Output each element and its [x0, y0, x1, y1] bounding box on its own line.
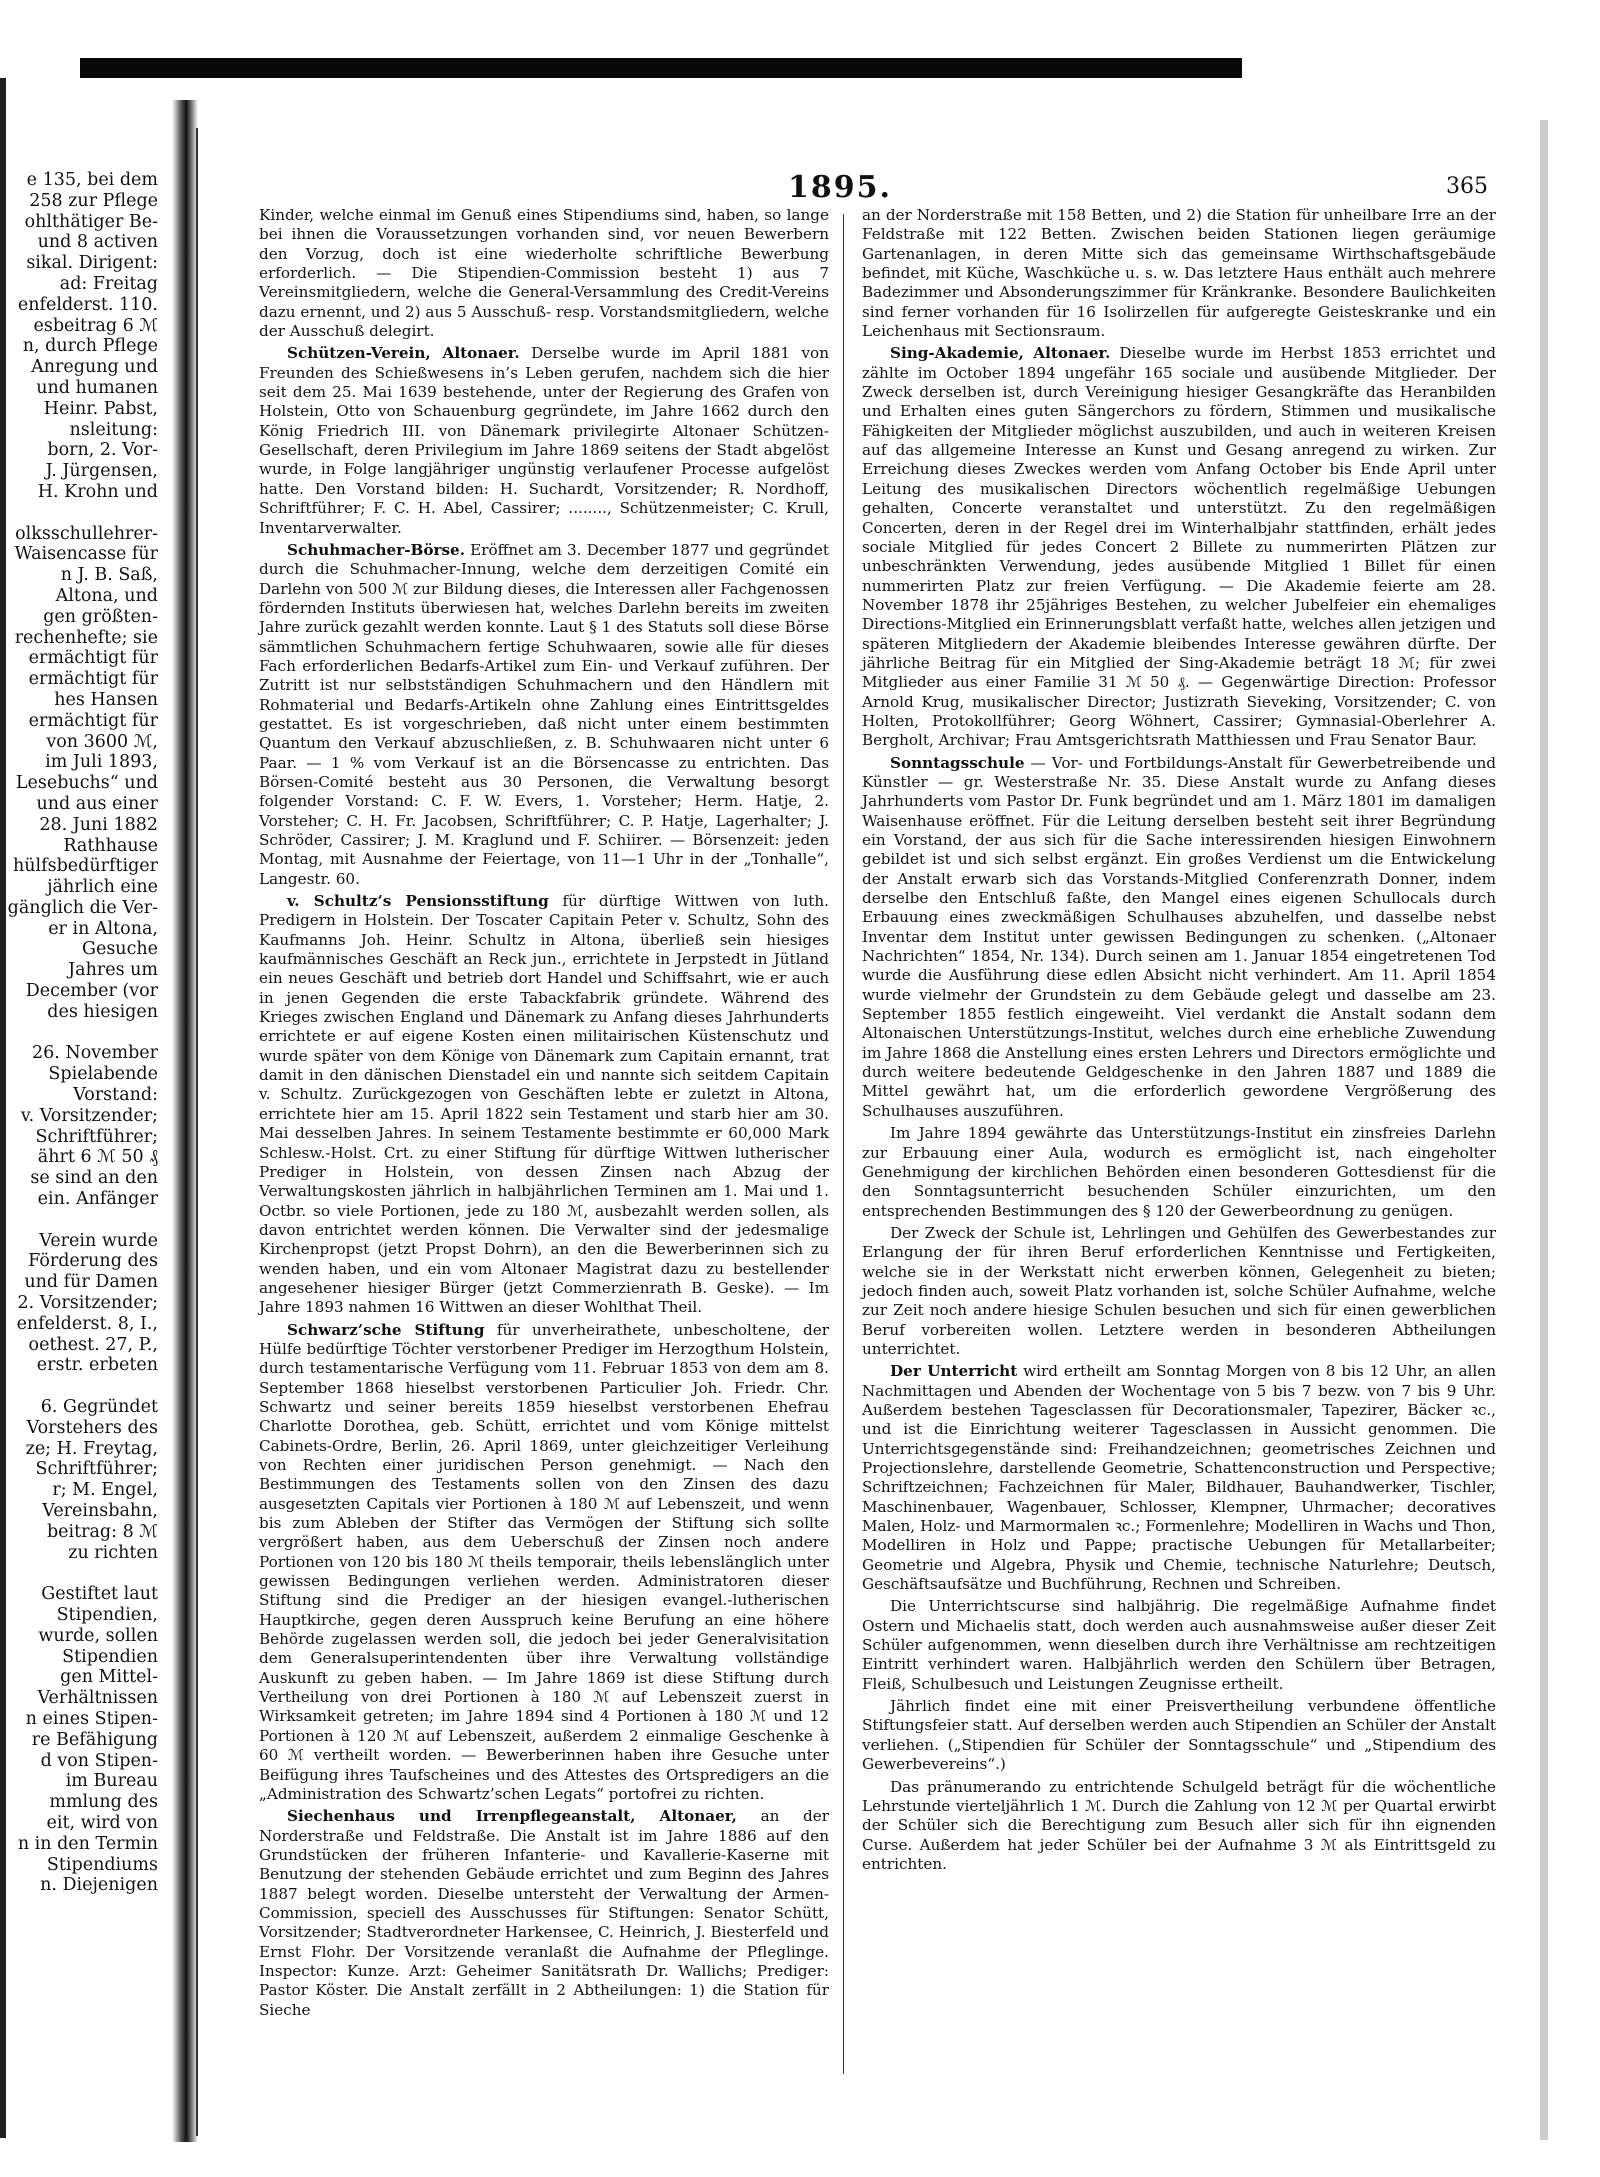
fragment-line: n J. B. Saß,: [60, 565, 158, 586]
article-paragraph: Sing-Akademie, Altonaer. Dieselbe wurde im Herbst 1853 errichtet und zählte im October 1894 ungefähr 165 sociale und ausübende Mitglieder. Der Zweck derselben ist, durch Vereinigung hiesiger Gesangkräfte das Heranbilden und Erhalten eines guten Sängerchors zu fördern, Stimmen und musikalische Fähigkeiten der Mitglieder möglichst auszubilden, und auch in weiteren Kreisen auf das allgemeine Interesse an Kunst und Gesang anregend zu wirken. Zur Erreichung dieses Zweckes werden vom Anfang October bis Ende April unter Leitung des musikalischen Directors wöchentlich regelmäßige Uebungen gehalten, Concerte veranstaltet und unterstützt. Zu den regelmäßigen Concerten, deren in der Regel drei im Winterhalbjahr stattfinden, erhält jedes sociale Mitglied für jedes Concert 2 Billete zu nummerirten Plätzen zur unbeschränkten Verwendung, jedes ausübende Mitglied 1 Billet für einen nummerirten Platz zur freien Verfügung. — Die Akademie feierte am 28. November 1878 ihr 25jähriges Bestehen, zu welcher Jubelfeier ein ehemaliges Directions-Mitglied ein Erinnerungsblatt verfaßt hatte, welches allen jetzigen und späteren Mitgliedern der Akademie bleibendes Interesse gewähren dürfte. Der jährliche Beitrag für ein Mitglied der Sing-Akademie beträgt 18 ℳ; für zwei Mitglieder aus einer Familie 31 ℳ 50 ₰. — Gegenwärtige Direction: Professor Arnold Krug, musikalischer Director; Justizrath Sieveking, Vorsitzender; C. von Holten, Protokollführer; Georg Wöhnert, Cassirer; Gymnasial-Oberlehrer A. Bergholt, Archivar; Frau Amtsgerichtsrath Matthiessen und Frau Senator Baur.: [862, 344, 1496, 750]
fragment-line: gen Mittel-: [60, 1667, 158, 1688]
fragment-line: ermächtigt für: [28, 648, 158, 669]
book-page: [196, 128, 1561, 2136]
article-paragraph: v. Schultz’s Pensionsstiftung für dürftige Wittwen von luth. Predigern in Holstein. Der Toscater Capitain Peter v. Schultz, Sohn des Kaufmanns Joh. Heinr. Schultz in Altona, überließ sein hiesiges kaufmännisches Geschäft an Reck jun., errichtete in Jerpstedt in Jütland ein neues Geschäft und betrieb dort Handel und Schiffsahrt, wie er auch in jenen Gegenden die erste Tabackfabrik gründete. Während des Krieges zwischen England und Dänemark zu Anfang dieses Jahrhunderts errichtete er auf eigene Kosten einen militairischen Küstenschutz und wurde später von dem Könige von Dänemark zum Capitain ernannt, trat damit in den dänischen Dienstadel ein und nannte sich seitdem Capitain v. Schultz. Zurückgezogen von Geschäften lebte er zuletzt in Altona, errichtete hier am 15. April 1822 sein Testament und starb hier am 30. Mai desselben Jahres. In seinem Testamente bestimmte er 60,000 Mark Schlesw.-Holst. Crt. zu einer Stiftung für dürftige Wittwen lutherischer Prediger in Holstein, von dessen Zinsen nach Abzug der Verwaltungskosten jährlich in halbjährlichen Terminen am 1. Mai und 1. Octbr. so viele Portionen, jede zu 180 ℳ, ausbezahlt werden sollen, als davon entrichtet werden können. Die Verwalter sind der jedesmalige Kirchenpropst (jetzt Propst Dohrn), an den die Bewerberinnen sich zu wenden haben, und ein vom Altonaer Magistrat dazu zu bestellender angesehener hiesiger Bürger (jetzt Commerzienrath B. Geske). — Im Jahre 1893 nahmen 16 Wittwen an dieser Wohlthat Theil.: [259, 892, 829, 1317]
fragment-line: jährlich eine: [47, 877, 158, 898]
article-paragraph: Die Unterrichtscurse sind halbjährig. Die regelmäßige Aufnahme findet Ostern und Michaelis statt, doch werden auch ausnahmsweise außer dieser Zeit Schüler aufgenommen, wenn dieselben durch ihre Verhältnisse am rechtzeitigen Eintritt verhindert waren. Halbjährlich werden den Schülern über Betragen, Fleiß, Schulbesuch und Leistungen Zeugnisse ertheilt.: [862, 1597, 1496, 1693]
fragment-line: ermächtigt für: [28, 669, 158, 690]
fragment-line: Gestiftet laut: [41, 1584, 158, 1605]
fragment-line: ein. Anfänger: [37, 1189, 158, 1210]
entry-heading: Sonntagsschule: [890, 753, 1025, 772]
entry-heading: Schuhmacher-Börse.: [287, 540, 465, 559]
entry-heading: Schwarz’sche Stiftung: [287, 1320, 485, 1339]
article-paragraph: Im Jahre 1894 gewährte das Unterstützungs-Institut ein zinsfreies Darlehn zur Erbauung einer Aula, wodurch es ermöglicht ist, nach eingeholter Genehmigung der kirchlichen Behörden einen besonderen Gottesdienst für die den Sonntagsunterricht besuchenden Schüler einzurichten, um den entsprechenden Bestimmungen des § 120 der Gewerbeordnung zu genügen.: [862, 1124, 1496, 1220]
fragment-line: [0, 1376, 158, 1397]
fragment-line: enfelderst. 8, I.,: [16, 1313, 158, 1334]
fragment-line: v. Vorsitzender;: [20, 1105, 158, 1126]
fragment-line: Jahres um: [68, 960, 158, 981]
fragment-line: [0, 1210, 158, 1231]
fragment-line: und 8 activen: [37, 232, 158, 253]
fragment-line: Lesebuchs“ und: [15, 773, 158, 794]
fragment-line: [0, 503, 158, 524]
fragment-line: ze; H. Freytag,: [25, 1438, 158, 1459]
fragment-line: olksschullehrer-: [15, 523, 158, 544]
fragment-line: im Juli 1893,: [45, 752, 158, 773]
column-divider: [843, 214, 844, 2074]
fragment-line: Gesuche: [81, 939, 158, 960]
fragment-line: mmlung des: [49, 1792, 158, 1813]
article-paragraph: Schuhmacher-Börse. Eröffnet am 3. December 1877 und gegründet durch die Schuhmacher-Innung, welche dem derzeitigen Comité ein Darlehn von 500 ℳ zur Bildung dieses, die Interessen aller Fachgenossen fördernden Instituts überwiesen hat, welches Darlehn bereits im zweiten Jahre zurück gezahlt werden konnte. Laut § 1 des Statuts soll diese Börse sämmtlichen Schuhmachern fertige Schuhwaaren, sowie alle für dieses Fach erforderlichen Bedarfs-Artikel zum Ein- und Verkauf zuführen. Der Zutritt ist nur selbstständigen Schuhmachern und den Händlern mit Rohmaterial und Bedarfs-Artikeln ohne Zahlung eines Eintrittsgeldes gestattet. Es ist vorgeschrieben, daß nicht unter einem bestimmten Quantum den Verkauf abzuschließen, z. B. Schuhwaaren nicht unter 6 Paar. — 1 % vom Verkauf ist an die Börsencasse zu entrichten. Das Börsen-Comité besteht aus 30 Personen, die Verwaltung besorgt folgender Vorstand: C. F. W. Evers, 1. Vorsteher; Herm. Hatje, 2. Vorsteher; C. H. Fr. Jacobsen, Schriftführer; C. P. Hatje, Lagerhalter; J. Schröder, Cassirer; J. M. Kraglund und F. Schiirer. — Börsenzeit: jeden Montag, mit Ausnahme der Feiertage, von 11—1 Uhr in der „Tonhalle“, Langestr. 60.: [259, 540, 829, 888]
entry-heading: Der Unterricht: [890, 1362, 1018, 1381]
fragment-line: Stipendien,: [56, 1604, 158, 1625]
fragment-line: re Befähigung: [31, 1729, 158, 1750]
left-text-column: [259, 206, 829, 2023]
fragment-line: H. Krohn und: [37, 481, 158, 502]
article-paragraph: Sonntagsschule — Vor- und Fortbildungs-Anstalt für Gewerbetreibende und Künstler — gr. Westerstraße Nr. 35. Diese Anstalt wurde zu Anfang dieses Jahrhunderts vom Pastor Dr. Funk begründet und am 1. März 1801 im damaligen Waisenhause eröffnet. Für die Leitung derselben besteht seit ihrer Begründung ein Vorstand, der aus sich für die Sache interessirenden hiesigen Einwohnern gebildet ist und sich selbst ergänzt. Ein großes Verdienst um die Entwickelung der Anstalt erwarb sich das Vorstands-Mitglied Conferenzrath Donner, indem derselbe den Entschluß faßte, den Mangel eines eigenen Schullocals durch Erbauung eines zweckmäßigen Schulhauses abzuhelfen, und dasselbe nebst Inventar dem Institut unter gewissen Bedingungen zu schenken. („Altonaer Nachrichten“ 1854, Nr. 134). Durch seinen am 1. Januar 1854 eingetretenen Tod wurde die Ausführung diese edlen Absicht nicht verhindert. Am 11. April 1854 wurde vielmehr der Grundstein zu dem Gebäude gelegt und dasselbe am 23. September 1855 festlich eingeweiht. Viel verdankt die Anstalt sodann dem Altonaischen Unterstützungs-Institut, welches durch eine erhebliche Zuwendung im Jahre 1868 die Anstellung eines ersten Lehrers und Directors ermöglichte und durch weitere bedeutende Geldgeschenke in den Jahren 1887 und 1889 die Mittel gewährt hat, um die erforderlich gewordene Vergrößerung des Schulhauses auszuführen.: [862, 753, 1496, 1120]
fragment-line: Stipendiums: [46, 1854, 158, 1875]
fragment-line: zu richten: [68, 1542, 158, 1563]
fragment-line: 26. November: [31, 1043, 158, 1064]
fragment-line: e 135, bei dem: [26, 170, 158, 190]
article-paragraph: Jährlich findet eine mit einer Preisvertheilung verbundene öffentliche Stiftungsfeier statt. Auf derselben werden auch Stipendien an Schüler der Anstalt verliehen. („Stipendien für Schüler der Sonntagsschule“ und „Stipendium des Gewerbevereins“.): [862, 1697, 1496, 1774]
fragment-line: gen größten-: [43, 606, 158, 627]
fragment-line: born, 2. Vor-: [47, 440, 158, 461]
fragment-line: Vereinsbahn,: [42, 1501, 158, 1521]
fragment-line: im Bureau: [65, 1771, 158, 1792]
fragment-line: ährt 6 ℳ 50 ₰: [37, 1147, 158, 1168]
fragment-line: Waisencasse für: [14, 544, 158, 565]
fragment-line: und aus einer: [36, 793, 158, 814]
article-paragraph: Der Unterricht wird ertheilt am Sonntag Morgen von 8 bis 12 Uhr, an allen Nachmittagen und Abenden der Wochentage von 5 bis 7 bezw. von 7 bis 9 Uhr. Außerdem bestehen Tagesclassen für Decorationsmaler, Tapezirer, Bäcker ꝛc., und ist die Einrichtung weiterer Tagesclassen in Aussicht genommen. Die Unterrichtsgegenstände sind: Freihandzeichnen; geometrisches Zeichnen und Projectionslehre, darstellende Geometrie, Schattenconstruction und Perspective; Schriftzeichnen; Fachzeichnen für Maler, Bildhauer, Bauhandwerker, Tischler, Maschinenbauer, Wagenbauer, Schlosser, Klempner, Uhrmacher; decoratives Malen, Holz- und Marmormalen ꝛc.; Formenlehre; Modelliren in Wachs und Thon, Modelliren in Holz und Pappe; practische Uebungen für Metallarbeiter; Geometrie und Algebra, Physik und Chemie, technische Naturlehre; Deutsch, Geschäftsaufsätze und Buchführung, Rechnen und Schreiben.: [862, 1362, 1497, 1594]
fragment-line: er in Altona,: [48, 918, 158, 939]
article-paragraph: Das pränumerando zu entrichtende Schulgeld beträgt für die wöchentliche Lehrstunde vierteljährlich 1 ℳ. Durch die Zahlung von 12 ℳ per Quartal erwirbt der Schüler sich die Berechtigung zum Besuch aller sich für ihn eignenden Curse. Außerdem hat jeder Schüler bei der Aufnahme 3 ℳ als Eintrittsgeld zu entrichten.: [862, 1777, 1496, 1873]
fragment-line: [0, 1563, 158, 1584]
article-paragraph: an der Norderstraße mit 158 Betten, und 2) die Station für unheilbare Irre an der Feldstraße mit 122 Betten. Zwischen beiden Stationen liegen geräumige Gartenanlagen, in deren Mitte sich das gemeinsame Wirthschaftsgebäude befindet, mit Küche, Waschküche u. s. w. Das letztere Haus enthält auch mehrere Badezimmer und Absonderungszimmer für Kränkranke. Besondere Baulichkeiten sind ferner vorhanden für 16 Isolirzellen für aufgeregte Geisteskranke und ein Leichenhaus mit Sectionsraum.: [862, 206, 1496, 341]
article-paragraph: Siechenhaus und Irrenpflegeanstalt, Altonaer, an der Norderstraße und Feldstraße. Die Anstalt ist im Jahre 1886 auf den Grundstücken der früheren Infanterie- und Kavallerie-Kaserne mit Benutzung der stehenden Gebäude errichtet und zum Beginn des Jahres 1887 belegt worden. Dieselbe untersteht der Verwaltung der Armen-Commission, speciell des Ausschusses für Stiftungen: Senator Schütt, Vorsitzender; Stadtverordneter Harkensee, C. Heinrich, J. Biesterfeld und Ernst Flohr. Der Vorsitzende veranlaßt die Aufnahme der Pfleglinge. Inspector: Kunze. Arzt: Geheimer Sanitätsrath Dr. Wallichs; Prediger: Pastor Köster. Die Anstalt zerfällt in 2 Abtheilungen: 1) die Station für Sieche: [259, 1807, 829, 2019]
fragment-line: erstr. erbeten: [36, 1355, 158, 1376]
fragment-line: [0, 1023, 158, 1044]
fragment-line: Vorstand:: [73, 1085, 158, 1106]
fragment-line: Verein wurde: [39, 1230, 158, 1251]
fragment-line: hülfsbedürftiger: [12, 856, 158, 877]
fragment-line: wurde, sollen: [38, 1625, 158, 1646]
entry-heading: Schützen-Verein, Altonaer.: [287, 344, 520, 363]
fragment-line: Anregung und: [31, 357, 158, 378]
entry-heading: Siechenhaus und Irrenpflegeanstalt, Altonaer,: [287, 1807, 737, 1826]
fragment-line: Vorstehers des: [26, 1417, 158, 1438]
fragment-line: Schriftführer;: [35, 1126, 158, 1147]
article-paragraph: Der Zweck der Schule ist, Lehrlingen und Gehülfen des Gewerbestandes zur Erlangung der für ihren Beruf erforderlichen Kenntnisse und Fertigkeiten, welche sie in der Werkstatt nicht erwerben können, Gelegenheit zu bieten; jedoch finden auch, soweit Platz vorhanden ist, solche Schüler Aufnahme, welche zur Zeit noch andere hiesige Schulen besuchen und sich für einen gewerblichen Beruf vorbereiten wollen. Letztere werden in besonderen Abtheilungen unterrichtet.: [862, 1223, 1496, 1358]
fragment-line: und für Damen: [24, 1272, 158, 1293]
article-paragraph: Kinder, welche einmal im Genuß eines Stipendiums sind, haben, so lange bei ihnen die Voraussetzungen vorhanden sind, vor neuen Bewerbern den Vorzug, doch ist eine wiederholte schriftliche Bewerbung erforderlich. — Die Stipendien-Commission besteht 1) aus 7 Vereinsmitgliedern, welche die General-Versammlung des Credit-Vereins dazu ernennt, und 2) aus 5 Ausschuß- resp. Vorstandsmitgliedern, welche der Ausschuß delegirt.: [259, 206, 829, 341]
fragment-line: d von Stipen-: [40, 1750, 158, 1771]
fragment-line: 258 zur Pflege: [29, 190, 158, 211]
fragment-line: Verhältnissen: [37, 1688, 158, 1709]
fragment-line: se sind an den: [30, 1168, 158, 1189]
book-gutter: [172, 100, 198, 2142]
fragment-line: nsleitung:: [69, 419, 158, 440]
fragment-line: ohlthätiger Be-: [24, 211, 158, 232]
fragment-line: des hiesigen: [47, 1001, 158, 1022]
fragment-line: Schriftführer;: [35, 1459, 158, 1480]
page-number: 365: [1446, 174, 1488, 199]
entry-heading: Sing-Akademie, Altonaer.: [890, 344, 1111, 363]
fragment-line: n eines Stipen-: [25, 1708, 158, 1729]
fragment-line: ad: Freitag: [59, 273, 158, 294]
fragment-line: sikal. Dirigent:: [26, 253, 158, 274]
fragment-line: 2. Vorsitzender;: [17, 1293, 158, 1314]
article-paragraph: Schützen-Verein, Altonaer. Derselbe wurde im April 1881 von Freunden des Schießwesens in’s Leben gerufen, nachdem sich die hier seit dem 25. Mai 1639 bestehende, unter der Regierung des Grafen von Holstein, Otto von Schauenburg gegründete, im Jahre 1662 durch den König Friedrich III. von Dänemark privilegirte Altonaer Schützen-Gesellschaft, deren Privilegium im Jahre 1869 seitens der Stadt abgelöst wurde, in Folge langjähriger ungünstig verlaufener Processe aufgelöst hatte. Den Vorstand bilden: H. Suchardt, Vorsitzender; R. Nordhoff, Schriftführer; F. C. H. Abel, Cassirer; ........, Schützenmeister; C. Krull, Inventarverwalter.: [259, 344, 829, 537]
fragment-line: Förderung des: [28, 1251, 158, 1272]
fragment-line: Spielabende: [48, 1064, 158, 1085]
fragment-line: Rathhause: [63, 835, 158, 856]
fragment-line: oethest. 27, P.,: [28, 1334, 158, 1355]
fragment-line: n in den Termin: [17, 1833, 158, 1854]
fragment-line: 6. Gegründet: [40, 1397, 158, 1418]
page-header: [198, 170, 1488, 204]
fragment-line: Heinr. Pabst,: [43, 398, 158, 419]
article-paragraph: Schwarz’sche Stiftung für unverheirathete, unbescholtene, der Hülfe bedürftige Töchter verstorbener Prediger im Herzogthum Holstein, durch testamentarische Verfügung vom 11. Februar 1853 von dem am 8. September 1868 hieselbst verstorbenen Particulier Joh. Friedr. Chr. Schwartz und seiner bereits 1859 hieselbst verstorbenen Ehefrau Charlotte Dorothea, geb. Schütt, errichtet und vom Könige mittelst Cabinets-Ordre, Berlin, 26. April 1869, unter gleichzeitiger Verleihung von Rechten einer juridischen Person genehmigt. — Nach den Bestimmungen des Testaments sollen von den Zinsen des dazu ausgesetzten Capitals vier Portionen à 180 ℳ auf Lebenszeit, und wenn bis zum Ableben der Stifter das Vermögen der Stiftung sich sollte vergrößert haben, aus dem Ueberschuß der Zinsen noch andere Portionen von 120 bis 180 ℳ theils temporair, theils lebenslänglich unter gewissen Bedingungen verliehen werden. Administratoren dieser Stiftung sind die Prediger an der hiesigen evangel.-lutherischen Hauptkirche, gegen deren Ausspruch keine Berufung an eine höhere Behörde zugelassen werden soll, die jedoch bei jeder Generalvisitation dem Generalsuperintendenten über ihre Verwaltung vollständige Auskunft zu geben haben. — Im Jahre 1869 ist diese Stiftung durch Vertheilung von drei Portionen à 180 ℳ auf Lebenszeit zuerst in Wirksamkeit getreten; im Jahre 1894 sind 4 Portionen à 180 ℳ und 12 Portionen à 120 ℳ auf Lebenszeit, außerdem 2 einmalige Geschenke à 60 ℳ vertheilt worden. — Bewerberinnen haben ihre Gesuche unter Beifügung ihres Taufscheines und des Attestes des Ortspredigers an die „Administration des Schwartz’schen Legats“ portofrei zu richten.: [259, 1320, 829, 1803]
fragment-line: 28. Juni 1882: [39, 814, 158, 835]
fragment-line: hes Hansen: [54, 689, 158, 710]
page-year: 1895.: [788, 170, 892, 205]
fragment-line: gänglich die Ver-: [7, 897, 158, 918]
fragment-line: J. Jürgensen,: [45, 461, 158, 482]
fragment-line: n. Diejenigen: [40, 1875, 158, 1896]
fragment-line: Stipendien: [62, 1646, 158, 1667]
fragment-line: eit, wird von: [46, 1812, 158, 1833]
fragment-line: enfelderst. 110.: [17, 294, 158, 315]
fragment-line: December (vor: [25, 981, 158, 1002]
previous-page-fragment: [0, 170, 158, 1896]
scan-top-border: [80, 58, 1242, 78]
fragment-line: ermächtigt für: [28, 710, 158, 731]
fragment-line: von 3600 ℳ,: [46, 731, 158, 752]
fragment-line: beitrag: 8 ℳ: [46, 1521, 158, 1542]
entry-heading: v. Schultz’s Pensionsstiftung: [287, 892, 549, 911]
fragment-line: Altona, und: [55, 585, 158, 606]
fragment-line: und humanen: [36, 377, 158, 398]
fragment-line: n, durch Pflege: [22, 336, 158, 357]
right-text-column: [862, 206, 1496, 1877]
fragment-line: rechenhefte; sie: [14, 627, 158, 648]
fragment-line: r; M. Engel,: [52, 1480, 158, 1501]
fragment-line: esbeitrag 6 ℳ: [33, 315, 158, 336]
